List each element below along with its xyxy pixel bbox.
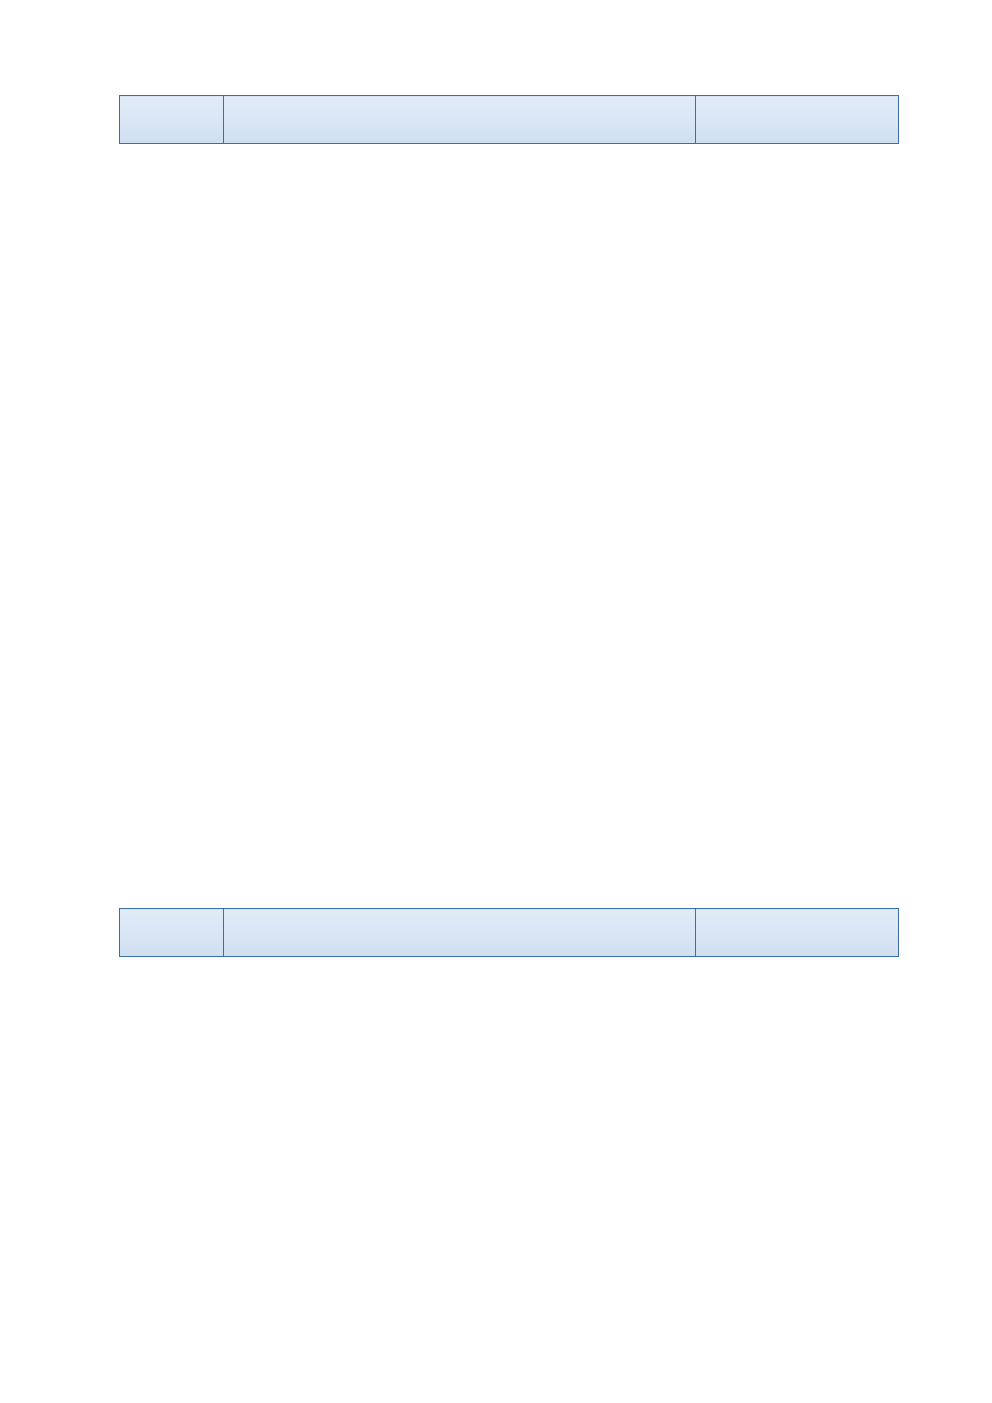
header-category [120,96,224,144]
header-content [224,909,696,957]
bonus-table-general [119,95,899,144]
table-header-row [120,96,899,144]
header-category [120,909,224,957]
table-header-row [120,909,899,957]
bonus-table-researcher [119,908,899,957]
header-content [224,96,696,144]
header-bonus [696,909,899,957]
header-bonus [696,96,899,144]
